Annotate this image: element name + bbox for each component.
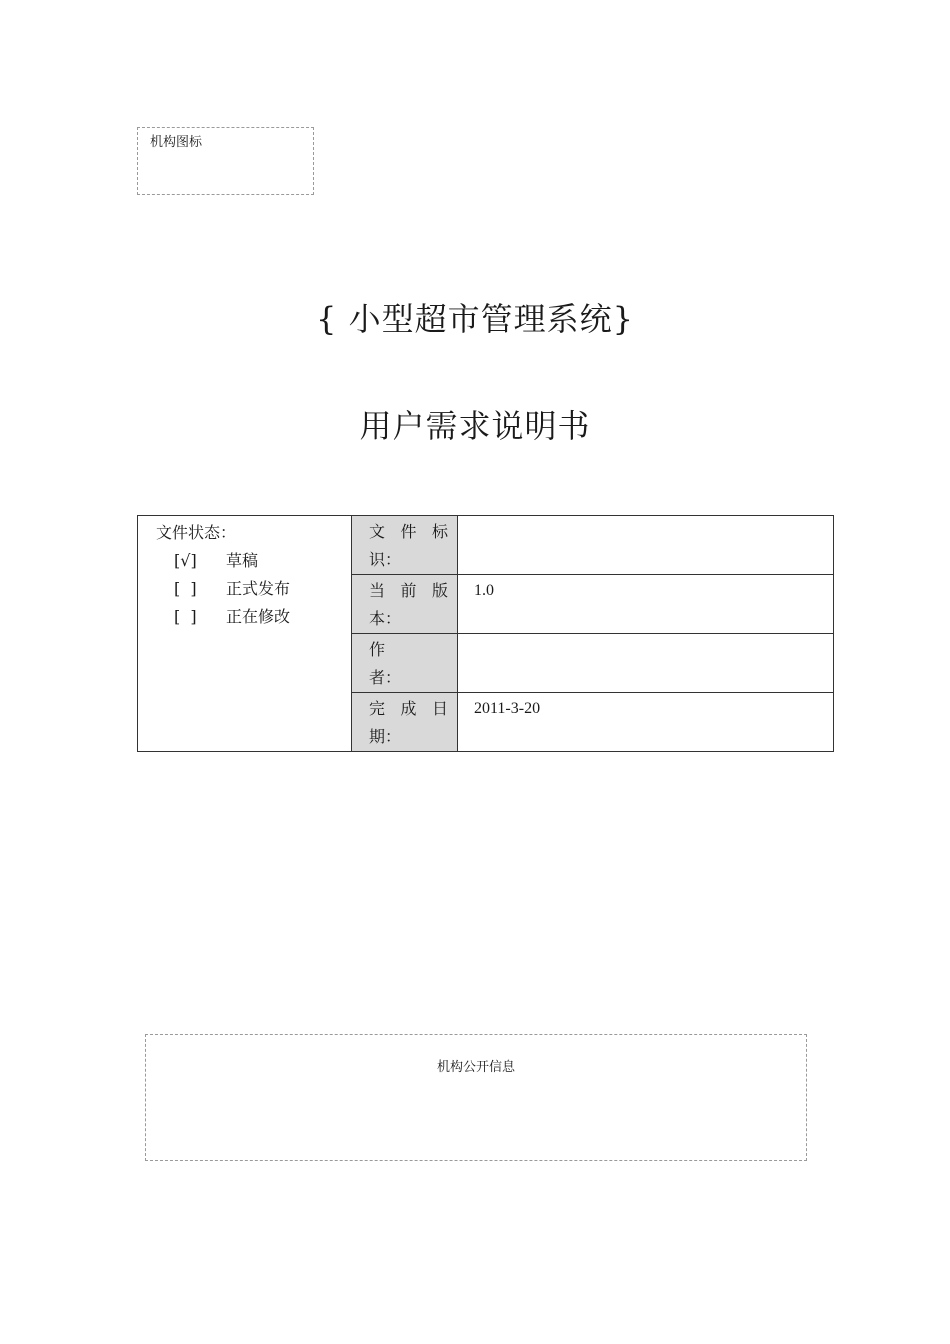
version-label-char: 前 bbox=[400, 581, 417, 600]
status-checkbox-revising: [ ] bbox=[174, 607, 197, 626]
version-label-cell bbox=[352, 575, 458, 634]
author-label-line2: 者： bbox=[369, 668, 402, 687]
completion-date-label-cell bbox=[352, 693, 458, 752]
version-value: 1.0 bbox=[458, 575, 834, 634]
file-id-label-line2: 识： bbox=[369, 550, 402, 569]
document-title: { 小型超市管理系统} bbox=[316, 300, 634, 338]
public-info-label: 机构公开信息 bbox=[436, 1060, 515, 1075]
completion-date-label-char: 日 bbox=[431, 699, 448, 718]
completion-date-value: 2011-3-20 bbox=[458, 693, 834, 752]
status-option-published bbox=[138, 575, 351, 603]
status-label-draft: 草稿 bbox=[226, 551, 259, 570]
status-checkbox-published: [ ] bbox=[174, 579, 197, 598]
file-id-value bbox=[458, 516, 834, 575]
public-info-placeholder-box bbox=[145, 1034, 807, 1161]
file-status-heading: 文件状态： bbox=[156, 523, 237, 542]
file-id-label-char: 文 bbox=[369, 522, 386, 541]
logo-placeholder-label: 机构图标 bbox=[150, 135, 203, 150]
logo-placeholder-box bbox=[137, 127, 314, 195]
status-label-published: 正式发布 bbox=[226, 579, 291, 598]
document-info-table bbox=[137, 515, 834, 752]
file-status-cell bbox=[138, 516, 352, 752]
version-label-line2: 本： bbox=[369, 609, 402, 628]
status-label-revising: 正在修改 bbox=[226, 607, 291, 626]
status-option-draft bbox=[138, 547, 351, 575]
completion-date-label-char: 成 bbox=[400, 699, 417, 718]
file-id-label-char: 件 bbox=[400, 522, 417, 541]
status-option-revising bbox=[138, 603, 351, 631]
version-label-char: 版 bbox=[431, 581, 448, 600]
completion-date-label-line2: 期： bbox=[369, 727, 402, 746]
document-subtitle: 用户需求说明书 bbox=[359, 407, 591, 445]
completion-date-label-char: 完 bbox=[369, 699, 386, 718]
version-label-char: 当 bbox=[369, 581, 386, 600]
author-label-line1: 作 bbox=[369, 640, 386, 659]
file-id-label-cell bbox=[352, 516, 458, 575]
status-checkbox-draft: [√] bbox=[174, 551, 197, 570]
author-value bbox=[458, 634, 834, 693]
author-label-cell bbox=[352, 634, 458, 693]
file-id-label-char: 标 bbox=[431, 522, 448, 541]
